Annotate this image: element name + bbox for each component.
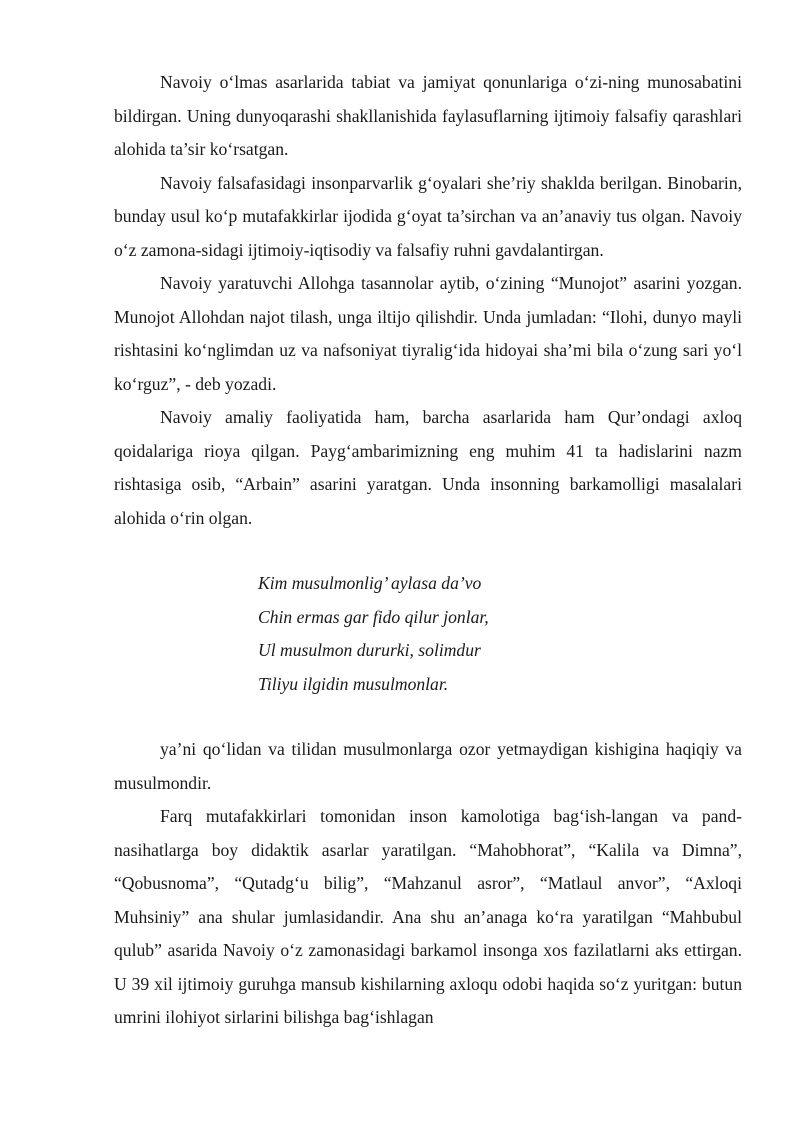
poem-line: Kim musulmonlig’ aylasa da’vo <box>258 573 482 593</box>
paragraph-didactic-works: Farq mutafakkirlari tomonidan inson kamolotiga bag‘ish-langan va pand-nasihatlarga boy didaktik asarlar yaratilgan. “Mahobhorat”, “Kalila va Dimna”, “Qobusnoma”, “Qutadg‘u bilig”, “Mahzanul asror”, “Matlaul anvor”, “Axloqi Muhsiniy” ana shular jumlasidandir. Ana shu an’anaga ko‘ra yaratilgan “Mahbubul qulub” asarida Navoiy o‘z zamonasidagi barkamol insonga xos fazilatlarni aks ettirgan. U 39 xil ijtimoiy guruhga mansub kishilarning axloqu odobi haqida so‘z yuritgan: butun umrini ilohiyot sirlarini bilishga bag‘ishlagan <box>114 806 742 1027</box>
poem-line: Ul musulmon dururki, solimdur <box>258 640 481 660</box>
paragraph-poem-meaning: ya’ni qo‘lidan va tilidan musulmonlarga ozor yetmaydigan kishigina haqiqiy va musulmondir. <box>114 739 742 793</box>
poem-line: Chin ermas gar fido qilur jonlar, <box>258 606 489 627</box>
paragraph-munojot: Navoiy yaratuvchi Allohga tasannolar aytib, o‘zining “Munojot” asarini yozgan. Munojot Allohdan najot tilash, unga iltijo qilishdir. Unda jumladan: “Ilohi, dunyo mayli rishtasini ko‘nglimdan uz va nafsoniyat tiyralig‘ida hidoyai sha’mi bila o‘zung sari yo‘l ko‘rguz”, - deb yozadi. <box>114 273 742 394</box>
paragraph-arbain: Navoiy amaliy faoliyatida ham, barcha asarlarida ham Qur’ondagi axloq qoidalariga rioya qilgan. Payg‘ambarimizning eng muhim 41 ta hadislarini nazm rishtasiga osib, “Arbain” asarini yaratgan. Unda insonning barkamolligi masalalari alohida o‘rin olgan. <box>114 407 742 528</box>
paragraph-humanism: Navoiy falsafasidagi insonparvarlik g‘oyalari she’riy shaklda berilgan. Binobarin, bunday usul ko‘p mutafakkirlar ijodida g‘oyat ta’sirchan va an’anaviy tus olgan. Navoiy o‘z zamona-sidagi ijtimoiy-iqtisodiy va falsafiy ruhni gavdalantirgan. <box>114 172 742 260</box>
poem-line: Tiliyu ilgidin musulmonlar. <box>258 673 449 694</box>
poem-block <box>258 567 742 701</box>
paragraph-navoiy-works: Navoiy o‘lmas asarlarida tabiat va jamiyat qonunlariga o‘zi-ning munosabatini bildirgan. Uning dunyoqarashi shakllanishida faylasuflarning ijtimoiy falsafiy qarashlari alohida ta’sir ko‘rsatgan. <box>114 72 742 159</box>
